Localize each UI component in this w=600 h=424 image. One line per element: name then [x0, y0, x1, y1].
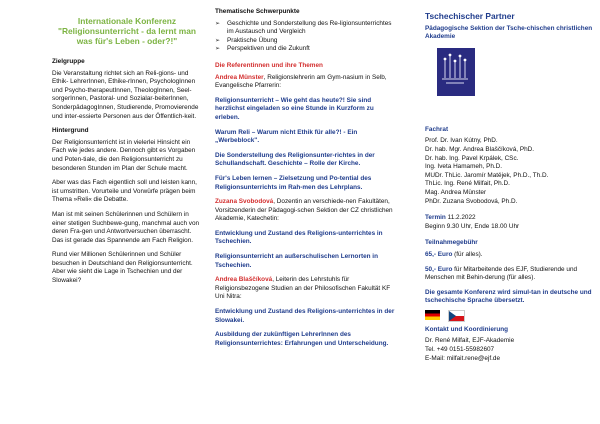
- speaker-name: Andrea Münster: [215, 73, 264, 81]
- hintergrund-paragraph: Rund vier Millionen Schülerinnen und Schüler besuchen in Deutschland den Religionsunterricht. Aber wie sieht die Lage in Tschechien und der Slowakei?: [52, 251, 193, 285]
- topic: Religionsunterricht an außerschulischen Lernorten in Tschechien.: [215, 253, 378, 269]
- flags: [425, 310, 595, 322]
- hintergrund-paragraph: Man ist mit seinen Schülerinnen und Schülern in einer stetigen Suchbewe-gung, manchmal auch von deren Fra-gen und Antwortversuchen überrascht. Das ist gerade das Spannende am Fach Religion.: [52, 210, 200, 244]
- list-item: Ing. Iveta Hamameh, Ph.D.: [425, 163, 503, 171]
- list-item: Prof. Dr. Ivan Kútny, PhD.: [425, 137, 498, 145]
- referenten-heading: Die Referentinnen und ihre Themen: [215, 61, 323, 69]
- speaker-description: , Religionslehrerin am Gym-nasium in Selb, Evangelische Pfarrerin:: [215, 73, 387, 90]
- list-item: ThLic. Ing. René Milfait, Ph.D.: [425, 180, 510, 188]
- czech-flag-icon: [448, 310, 465, 322]
- topic: Warum Reli – Warum nicht Ethik für alle?! - Ein „Werbeblock".: [215, 128, 358, 145]
- speaker-name: Zuzana Svobodová: [215, 198, 274, 206]
- list-item: Dr. hab. Ing. Pavel Krpálek, CSc.: [425, 154, 519, 162]
- hintergrund-paragraph: Der Religionsunterricht ist in vielerlei Hinsicht ein Fach wie jedes andere. Dennoch gibt es Vorgaben und Poten-tiale, die den Religionsunterricht zu besonderen Stunden im Plan der Schule macht.: [52, 138, 196, 172]
- topic: Entwicklung und Zustand des Religions-unterrichtes in der Slowakei.: [215, 308, 395, 324]
- speaker-name: Andrea Blaščíková: [215, 276, 273, 284]
- themen-list: [215, 20, 398, 54]
- fee-amount: 50,- Euro: [425, 265, 453, 273]
- speaker-muenster: [215, 74, 398, 91]
- contact-phone: Tel. +49 0151-55982607: [425, 346, 495, 354]
- termin-label: Termin: [425, 214, 446, 222]
- list-item: ➢ Praktische Übung: [215, 37, 398, 46]
- kontakt-heading: Kontakt und Koordinierung: [425, 325, 509, 333]
- speaker-blasckova: [215, 276, 398, 302]
- contact-email[interactable]: E-Mail: milfait.rene@ejf.de: [425, 354, 501, 362]
- column-right: [425, 8, 595, 363]
- themen-heading: Thematische Schwerpunkte: [215, 8, 300, 15]
- hintergrund-heading: Hintergrund: [52, 127, 89, 135]
- list-item: Mag. Andrea Münster: [425, 188, 487, 196]
- fee-amount: 65,- Euro: [425, 250, 453, 258]
- fee-reduced: [425, 266, 595, 283]
- topic: Religionsunterricht – Wie geht das heute?! Sie sind herzlichst eingeladen so eine Stunde in Kurzform zu erleben.: [215, 96, 374, 121]
- speaker-description: , Dozentin an verschiede-nen Fakultäten, Vorsitzenderin der Pädagogi-schen Sektion der CZ christlichen Akademie, Katechetin:: [215, 198, 393, 223]
- list-item: MUDr. ThLic. Jaromír Matějek, Ph.D., Th.D.: [425, 171, 549, 179]
- partner-title: Tschechischer Partner: [425, 11, 515, 21]
- fee-text: (für alles).: [452, 250, 483, 258]
- column-middle: [215, 8, 398, 354]
- list-item: Dr. hab. Mgr. Andrea Blaščíková, PhD.: [425, 145, 535, 153]
- fachrat-heading: Fachrat: [425, 125, 449, 133]
- fee-full: [425, 251, 595, 260]
- fee-text: für Mitarbeitende des EJF, Studierende und Menschen mit Behin-derung (für alles).: [425, 265, 578, 282]
- gebuehr-heading: Teilnahmegebühr: [425, 239, 478, 247]
- speaker-description: , Leiterin des Lehrstuhls für Religionsbezogene Studien an der Philosofischen Fakultät KF Uni Nitra:: [215, 276, 391, 301]
- termin: [425, 214, 595, 223]
- zielgruppe-heading: Zielgruppe: [52, 58, 85, 65]
- topic: Entwicklung und Zustand des Religions-unterrichtes in Tschechien.: [215, 229, 383, 246]
- topic: Ausbildung der zukünftigen LehrerInnen des Religionsunterrichtes: Erfahrungen und Unterscheidung.: [215, 331, 389, 347]
- conference-title: Internationale Konferenz "Religionsunterricht - da lernt man was für's Leben - oder?!": [58, 16, 196, 46]
- contact-name: Dr. René Milfait, EJF-Akademie: [425, 337, 515, 345]
- list-item: PhDr. Zuzana Svobodová, Ph.D.: [425, 197, 518, 205]
- german-flag-icon: [425, 310, 440, 320]
- fachrat-list: [425, 137, 595, 206]
- list-item: ➢ Perspektiven und die Zukunft: [215, 45, 398, 54]
- zielgruppe-text: Die Veranstaltung richtet sich an Reli-gions- und Ethik- LehrerInnen, Ethike-rInnen, PsychologInnen und Psycho-therapeutInnen, TheologInnen, Seel-sorgerInnen, Pastoral- und Sozialar-beiterInnen, SonderpädagogInnen, Studierende, Promovierende und inter-essierte Personen aus der Öffentlich-keit.: [52, 69, 199, 120]
- academy-logo: [437, 48, 475, 96]
- termin-date: 11.2.2022: [447, 214, 476, 222]
- topic: Für's Leben lernen – Zielsetzung und Po-tential des Religionsunterrichts im Rah-men des Lehrplans.: [215, 174, 372, 191]
- hintergrund-paragraph: Aber was das Fach eigentlich soll und leisten kann, ist umstritten. Vorurteile und Vorwürfe prägen beim Thema »Reli« die Debatte.: [52, 179, 197, 204]
- topic: Die Sonderstellung des Religionsunter-richtes in der Schullandschaft. Geschichte – Rolle der Kirche.: [215, 151, 375, 168]
- simultan-note: Die gesamte Konferenz wird simul-tan in deutsche und tschechische Sprache übersetzt.: [425, 288, 592, 305]
- list-item: ➢ Geschichte und Sonderstellung des Re-ligionsunterrichtes im Austausch und Vergleich: [215, 20, 398, 37]
- speaker-svobodova: [215, 198, 398, 224]
- termin-time: Beginn 9.30 Uhr, Ende 18.00 Uhr: [425, 222, 520, 230]
- partner-subtitle: Pädagogische Sektion der Tsche-chischen christlichen Akademie: [425, 24, 593, 41]
- column-left: [52, 8, 202, 292]
